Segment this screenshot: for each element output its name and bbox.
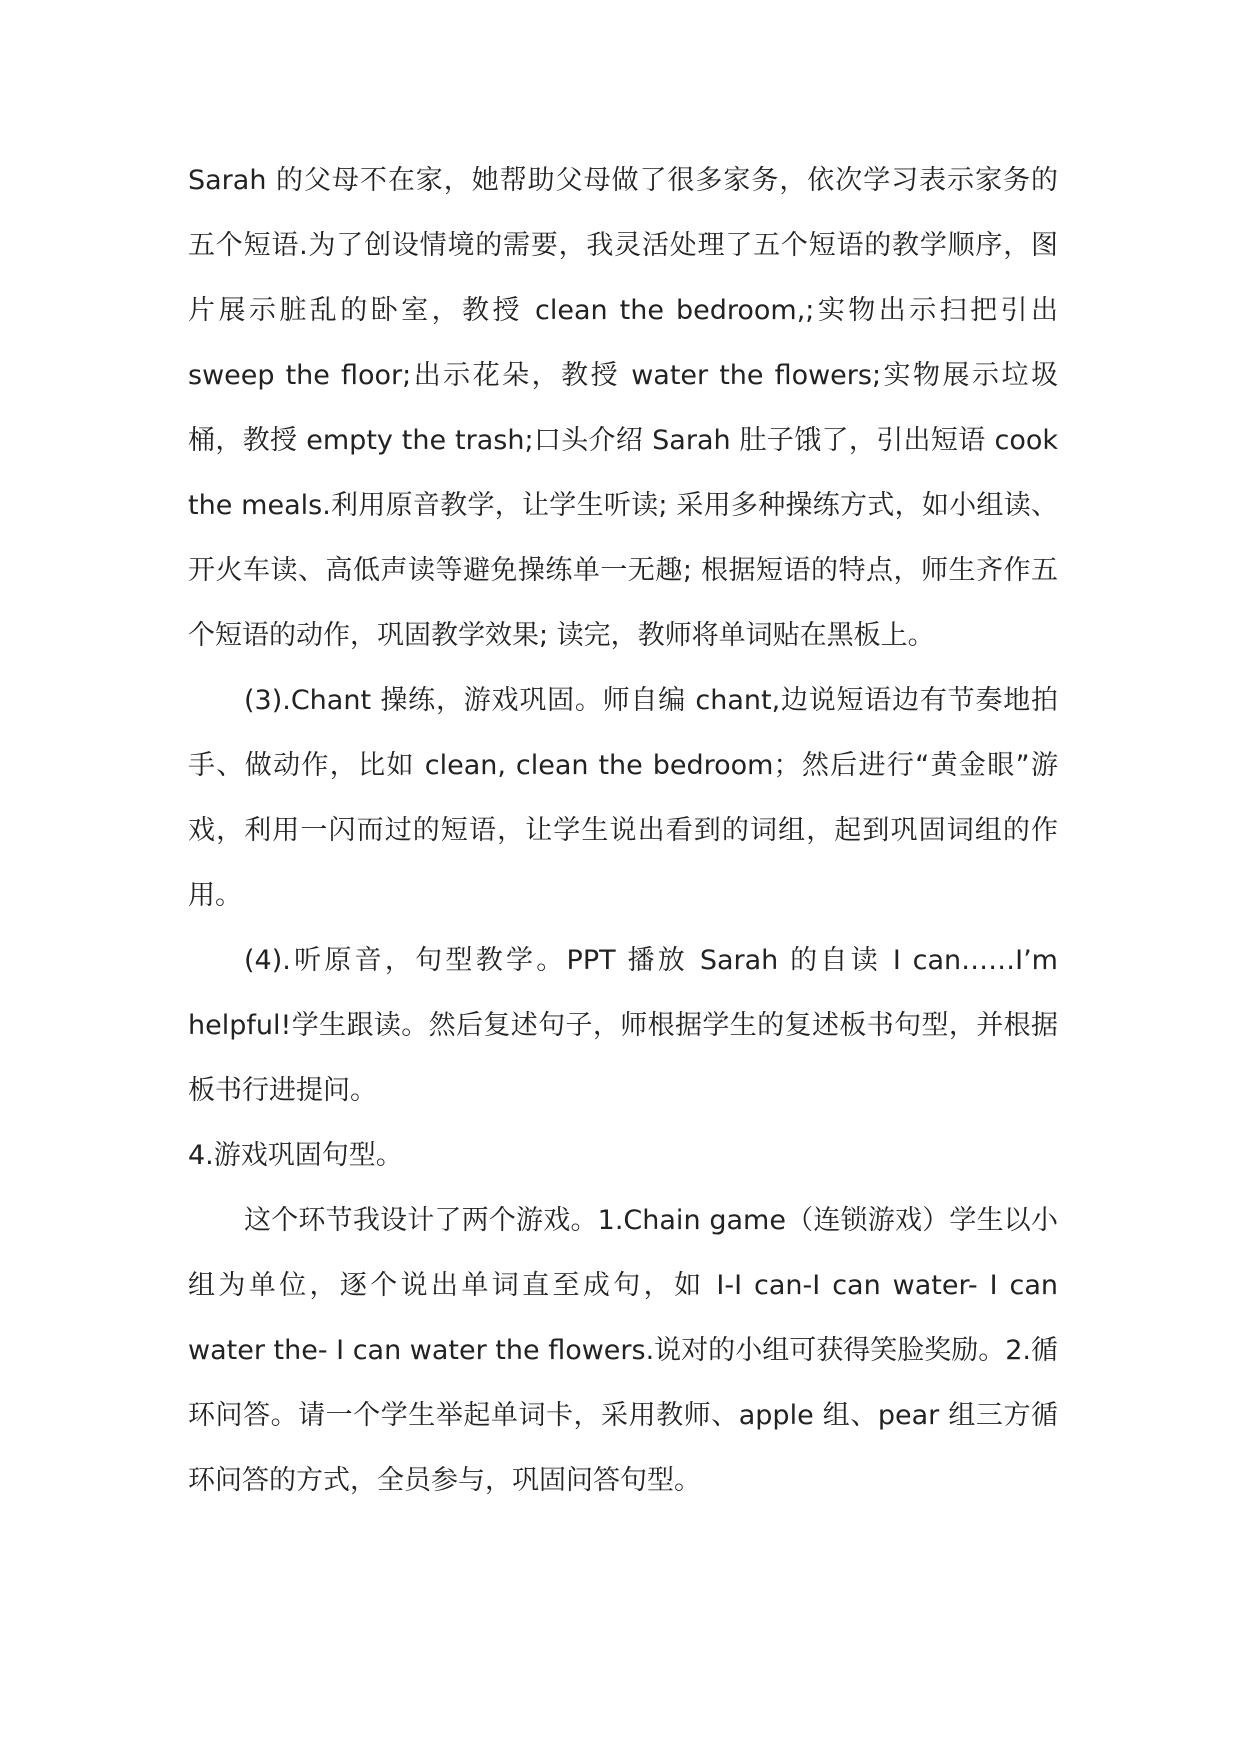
paragraph-games: 这个环节我设计了两个游戏。1.Chain game（连锁游戏）学生以小组为单位，逐个说出单词直至成句，如 I-I can-I can water- I can water the- I can water the flowers.说对的小组可获得笑脸奖励。2.循环问答。请一个学生举起单词卡，采用教师、apple 组、pear 组三方循环问答的方式，全员参与，巩固问答句型。 [188,1205,1058,1496]
paragraph-sentence-teaching: (4).听原音，句型教学。PPT 播放 Sarah 的自读 I can……I’m helpful!学生跟读。然后复述句子，师根据学生的复述板书句型，并根据板书行进提问。 [188,945,1058,1106]
paragraph-chant-practice: (3).Chant 操练，游戏巩固。师自编 chant,边说短语边有节奏地拍手、做动作，比如 clean, clean the bedroom；然后进行“黄金眼”游戏，利用一闪而过的短语，让学生说出看到的词组，起到巩固词组的作用。 [188,685,1058,911]
section-heading-game: 4.游戏巩固句型。 [188,1140,403,1171]
document-body [188,148,1058,1513]
paragraph-housework-phrases: Sarah 的父母不在家，她帮助父母做了很多家务，依次学习表示家务的五个短语.为了创设情境的需要，我灵活处理了五个短语的教学顺序，图片展示脏乱的卧室，教授 clean the bedroom,;实物出示扫把引出 sweep the floor;出示花朵，教授 water the flowers;实物展示垃圾桶，教授 empty the trash;口头介绍 Sarah 肚子饿了，引出短语 cook the meals.利用原音教学，让学生听读; 采用多种操练方式，如小组读、开火车读、高低声读等避免操练单一无趣; 根据短语的特点，师生齐作五个短语的动作，巩固教学效果; 读完，教师将单词贴在黑板上。 [188,165,1058,651]
